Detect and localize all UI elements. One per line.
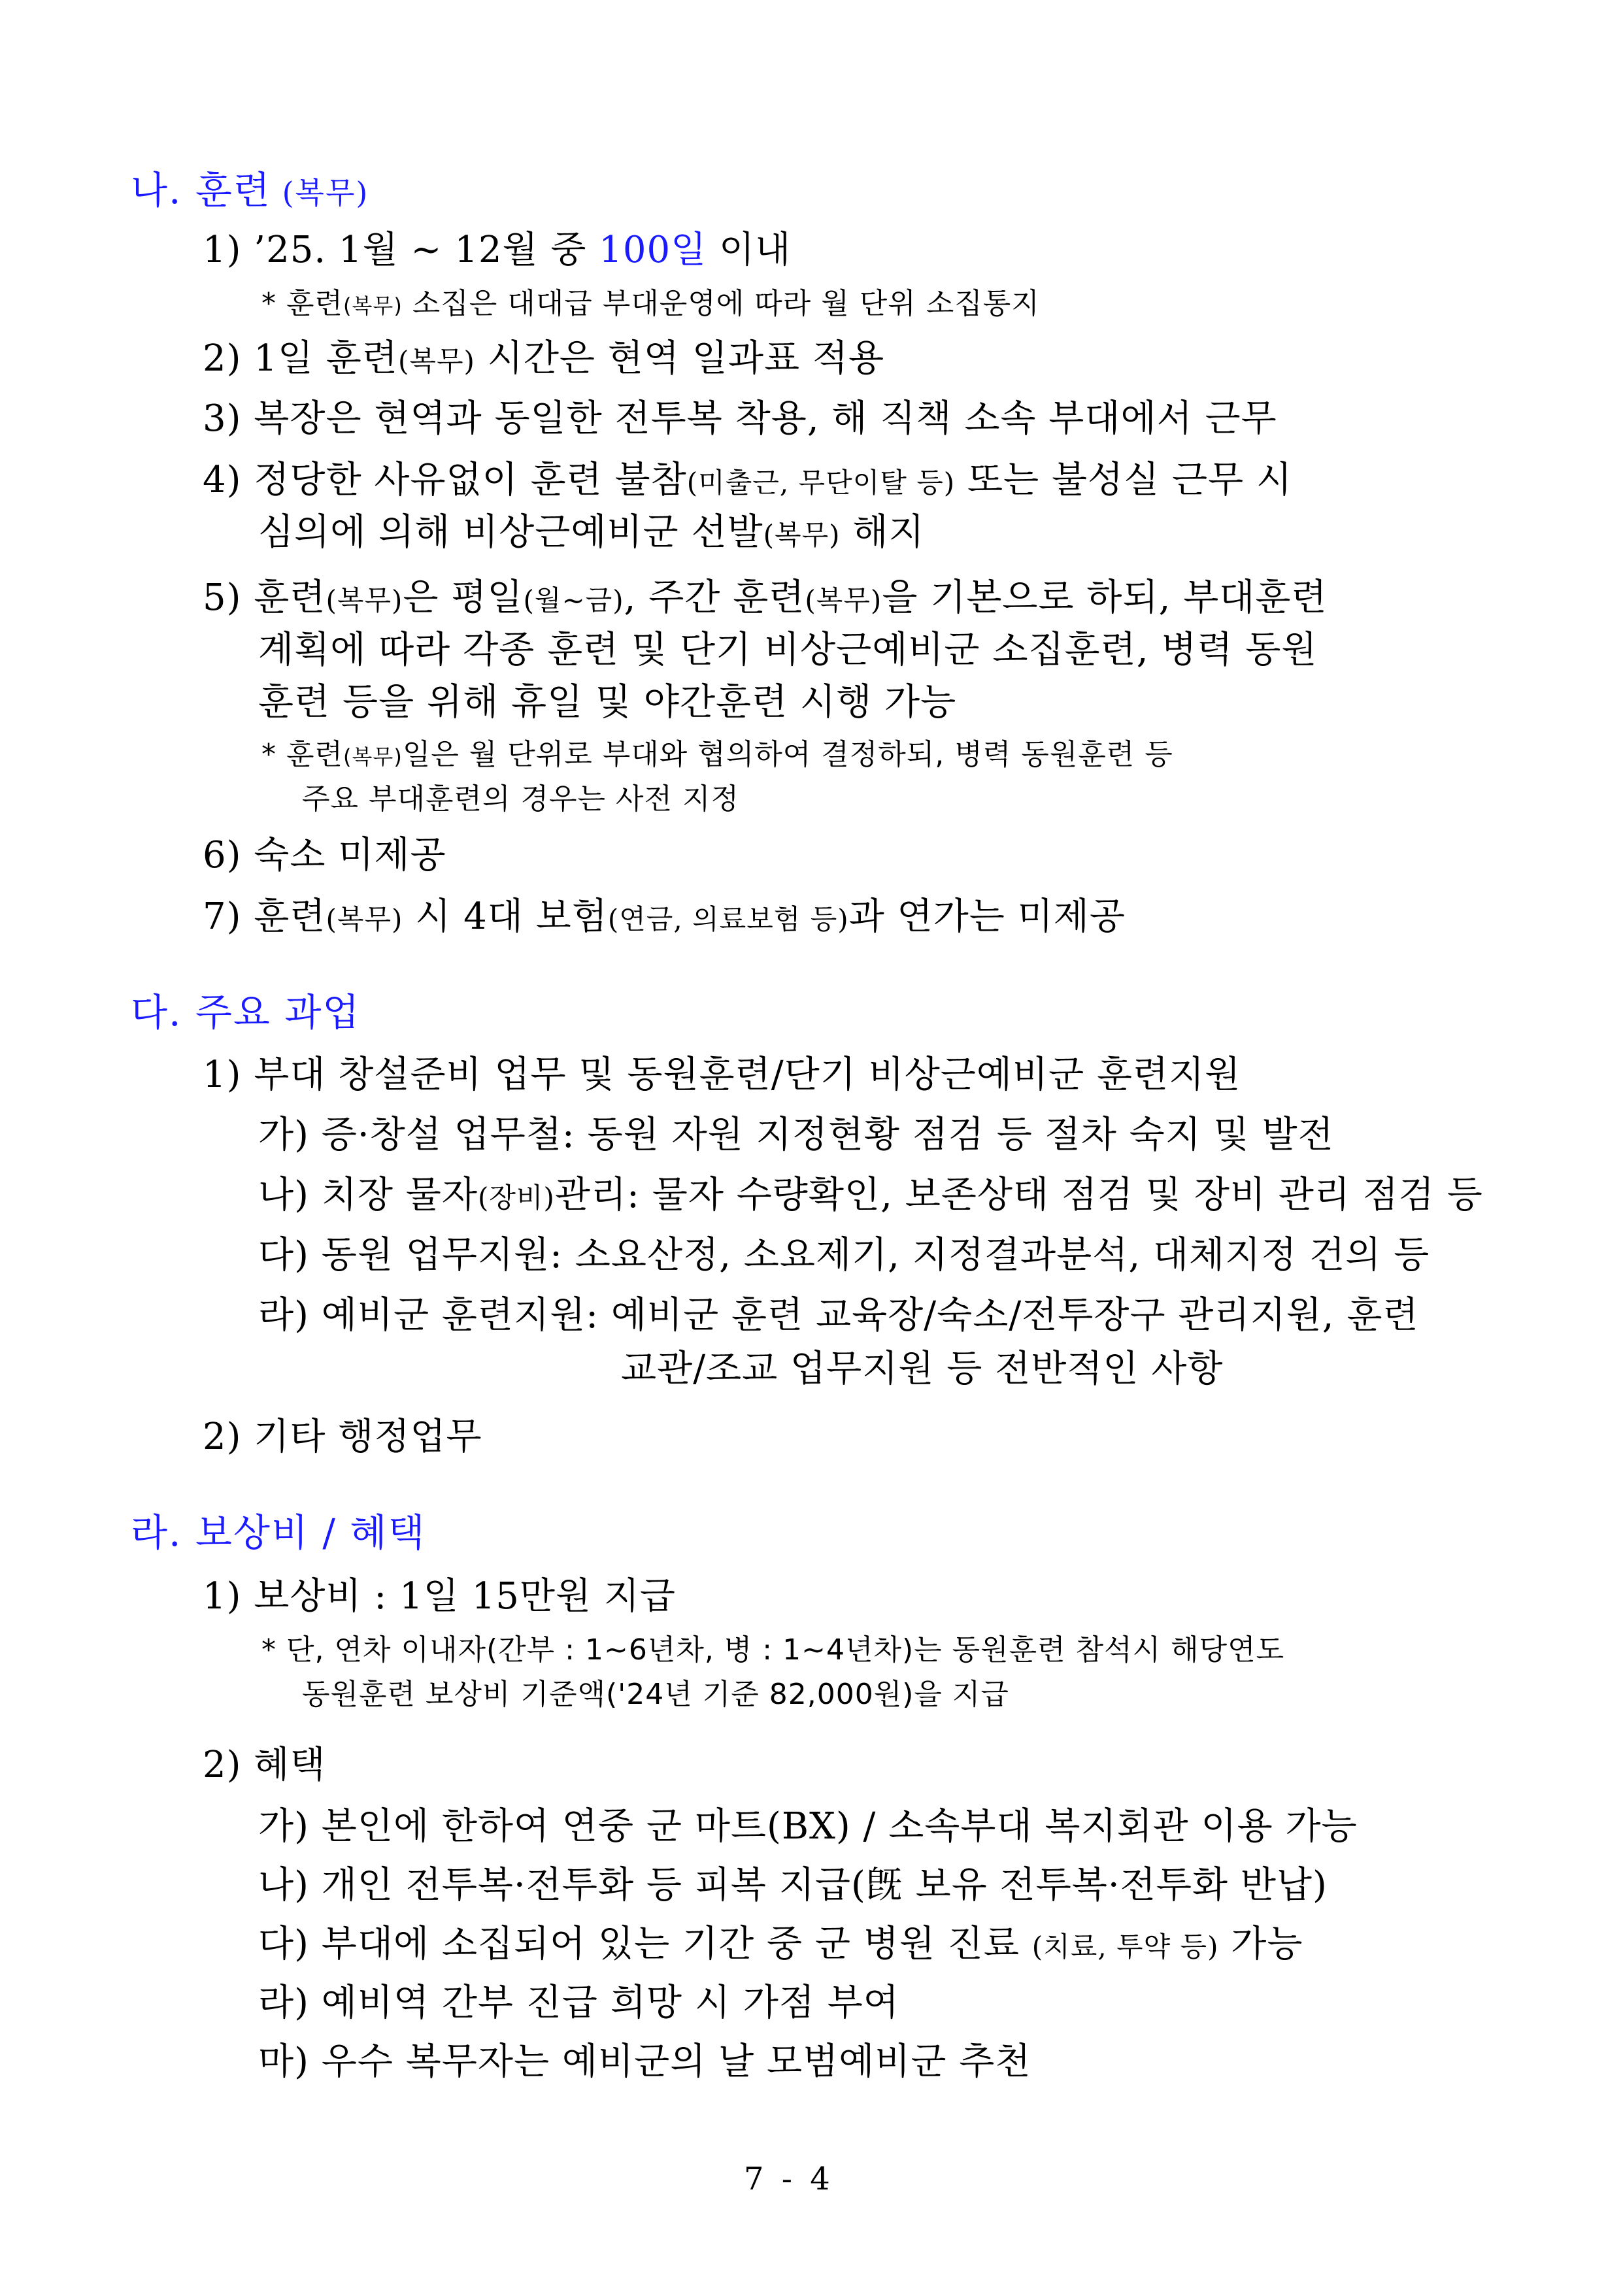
sub-text: 본인에 한하여 연중 군 마트(BX) / 소속부대 복지회관 이용 가능 <box>321 1805 1358 1848</box>
training-item-5-line-3 <box>258 673 956 725</box>
sub-label: 가) <box>258 1805 322 1848</box>
training-item-5-line-1 <box>203 569 1328 621</box>
item-small: (연금, 의료보험 등) <box>607 903 849 935</box>
item-text: 을 기본으로 하되, 부대훈련 <box>882 576 1328 619</box>
item-text: , 주간 훈련 <box>624 576 805 619</box>
section-marker: 나. <box>131 168 195 212</box>
training-item-3 <box>203 390 1277 442</box>
item-small: (복무) <box>326 584 403 616</box>
item-number: 1) <box>203 229 254 271</box>
item-text: 숙소 미제공 <box>254 834 446 876</box>
sub-small: (장비) <box>477 1182 555 1214</box>
highlight-days: 100일 <box>599 229 707 271</box>
item-number: 2) <box>203 1416 254 1458</box>
item-text: 보상비 : 1일 15만원 지급 <box>254 1575 677 1618</box>
item-text: 은 평일 <box>403 576 524 619</box>
note-text: 소집은 대대급 부대운영에 따라 월 단위 소집통지 <box>402 287 1040 320</box>
item-number: 1) <box>203 1054 254 1096</box>
item-text: 훈련 <box>254 576 326 619</box>
item-small: (복무) <box>805 584 882 616</box>
item-text: 복장은 현역과 동일한 전투복 착용, 해 직책 소속 부대에서 근무 <box>254 397 1277 440</box>
note-star: * <box>261 1633 286 1667</box>
sub-label: 다) <box>258 1923 322 1965</box>
note-text: 단, 연차 이내자(간부 : 1~6년차, 병 : 1~4년차)는 동원훈련 참석시 해당연도 <box>286 1633 1285 1667</box>
item-number: 6) <box>203 834 254 876</box>
training-item-1-note <box>261 280 1040 322</box>
item-number: 7) <box>203 895 254 938</box>
item-text: 이내 <box>707 229 792 271</box>
note-text: 동원훈련 보상비 기준액('24년 기준 82,000원)을 지급 <box>302 1678 1009 1711</box>
sub-label: 나) <box>258 1174 322 1216</box>
item-text: ’25. 1월 ~ 12월 중 <box>254 229 599 271</box>
sub-text: 개인 전투복·전투화 등 피복 지급(旣 보유 전투복·전투화 반납) <box>321 1864 1328 1906</box>
compensation-item-2-sub-na <box>258 1856 1328 1908</box>
item-text: 훈련 <box>254 895 326 938</box>
item-number: 5) <box>203 576 254 619</box>
item-number: 3) <box>203 397 254 440</box>
tasks-item-1 <box>203 1046 1241 1098</box>
note-text: 훈련 <box>286 738 344 771</box>
section-title: 보상비 / 혜택 <box>195 1510 426 1555</box>
sub-text: 증·창설 업무철: 동원 자원 지정현황 점검 등 절차 숙지 및 발전 <box>321 1114 1334 1156</box>
item-text: 과 연가는 미제공 <box>848 895 1126 938</box>
item-text: 해지 <box>840 511 925 554</box>
section-title: 주요 과업 <box>195 990 361 1035</box>
item-number: 2) <box>203 1744 254 1786</box>
training-item-5-line-2 <box>258 621 1318 673</box>
compensation-item-2 <box>203 1736 326 1788</box>
item-small: (미출근, 무단이탈 등) <box>686 467 956 499</box>
compensation-item-2-sub-da <box>258 1915 1303 1967</box>
sub-text: 부대에 소집되어 있는 기간 중 군 병원 진료 <box>321 1923 1032 1965</box>
item-text: 부대 창설준비 업무 및 동원훈련/단기 비상근예비군 훈련지원 <box>254 1054 1241 1096</box>
training-item-5-note-line-1 <box>261 731 1173 773</box>
sub-label: 가) <box>258 1114 322 1156</box>
note-small: (복무) <box>343 744 403 769</box>
sub-label: 마) <box>258 2040 322 2083</box>
compensation-item-2-sub-ma <box>258 2033 1031 2085</box>
sub-text: 동원 업무지원: 소요산정, 소요제기, 지정결과분석, 대체지정 건의 등 <box>321 1234 1430 1276</box>
section-title: 훈련 <box>195 168 271 212</box>
note-small: (복무) <box>343 293 403 318</box>
sub-label: 라) <box>258 1294 322 1337</box>
sub-text: 가능 <box>1218 1923 1303 1965</box>
tasks-item-1-sub-na <box>258 1166 1483 1218</box>
item-small: (복무) <box>326 903 403 935</box>
compensation-item-1-note-line-1 <box>261 1626 1284 1668</box>
section-heading-compensation <box>131 1502 426 1557</box>
compensation-item-1 <box>203 1567 676 1620</box>
item-text: 기타 행정업무 <box>254 1416 482 1458</box>
sub-text: 우수 복무자는 예비군의 날 모범예비군 추천 <box>321 2040 1031 2083</box>
sub-text: 치장 물자 <box>321 1174 478 1216</box>
item-text: 혜택 <box>254 1744 326 1786</box>
item-text: 심의에 의해 비상근예비군 선발 <box>258 511 763 554</box>
section-heading-tasks <box>131 982 360 1037</box>
tasks-item-1-sub-ra-line-1 <box>258 1286 1419 1339</box>
tasks-item-1-sub-ra-line-2 <box>621 1340 1224 1392</box>
sub-text: 관리: 물자 수량확인, 보존상태 점검 및 장비 관리 점검 등 <box>554 1174 1483 1216</box>
section-marker: 다. <box>131 990 195 1035</box>
item-number: 2) <box>203 337 254 380</box>
note-star: * <box>261 287 286 320</box>
compensation-item-1-note-line-2 <box>302 1671 1009 1712</box>
note-star: * <box>261 738 286 771</box>
sub-text: 예비역 간부 진급 희망 시 가점 부여 <box>321 1982 899 2024</box>
note-text: 훈련 <box>286 287 344 320</box>
item-text: 시 4대 보험 <box>403 895 608 938</box>
item-text: 정당한 사유없이 훈련 불참 <box>254 459 687 501</box>
note-text: 주요 부대훈련의 경우는 사전 지정 <box>302 782 739 816</box>
item-text: 훈련 등을 위해 휴일 및 야간훈련 시행 가능 <box>258 681 957 724</box>
training-item-1 <box>203 221 791 273</box>
training-item-4-line-1 <box>203 451 1292 503</box>
compensation-item-2-sub-ga <box>258 1797 1358 1850</box>
item-number: 1) <box>203 1575 254 1618</box>
section-heading-training <box>131 159 369 214</box>
training-item-6 <box>203 826 446 878</box>
compensation-item-2-sub-ra <box>258 1974 899 2026</box>
tasks-item-1-sub-da <box>258 1226 1430 1278</box>
item-text: 계획에 따라 각종 훈련 및 단기 비상근예비군 소집훈련, 병력 동원 <box>258 629 1318 671</box>
training-item-5-note-line-2 <box>302 775 739 817</box>
item-text: 또는 불성실 근무 시 <box>955 459 1293 501</box>
sub-text: 예비군 훈련지원: 예비군 훈련 교육장/숙소/전투장구 관리지원, 훈련 <box>321 1294 1419 1337</box>
section-title-sub: (복무) <box>271 175 369 210</box>
tasks-item-2 <box>203 1408 482 1460</box>
item-small: (복무) <box>398 345 475 377</box>
item-text: 1일 훈련 <box>254 337 398 380</box>
item-number: 4) <box>203 459 254 501</box>
sub-text: 교관/조교 업무지원 등 전반적인 사항 <box>621 1348 1224 1390</box>
note-text: 일은 월 단위로 부대와 협의하여 결정하되, 병력 동원훈련 등 <box>402 738 1173 771</box>
training-item-4-line-2 <box>258 503 925 556</box>
sub-small: (치료, 투약 등) <box>1031 1931 1219 1963</box>
training-item-2 <box>203 329 884 382</box>
item-small: (월~금) <box>523 584 624 616</box>
tasks-item-1-sub-ga <box>258 1106 1334 1158</box>
item-small: (복무) <box>763 519 841 551</box>
sub-label: 라) <box>258 1982 322 2024</box>
sub-label: 나) <box>258 1864 322 1906</box>
sub-label: 다) <box>258 1234 322 1276</box>
item-text: 시간은 현역 일과표 적용 <box>475 337 885 380</box>
page-number: 7 - 4 <box>744 2161 834 2197</box>
section-marker: 라. <box>131 1510 195 1555</box>
training-item-7 <box>203 888 1126 940</box>
